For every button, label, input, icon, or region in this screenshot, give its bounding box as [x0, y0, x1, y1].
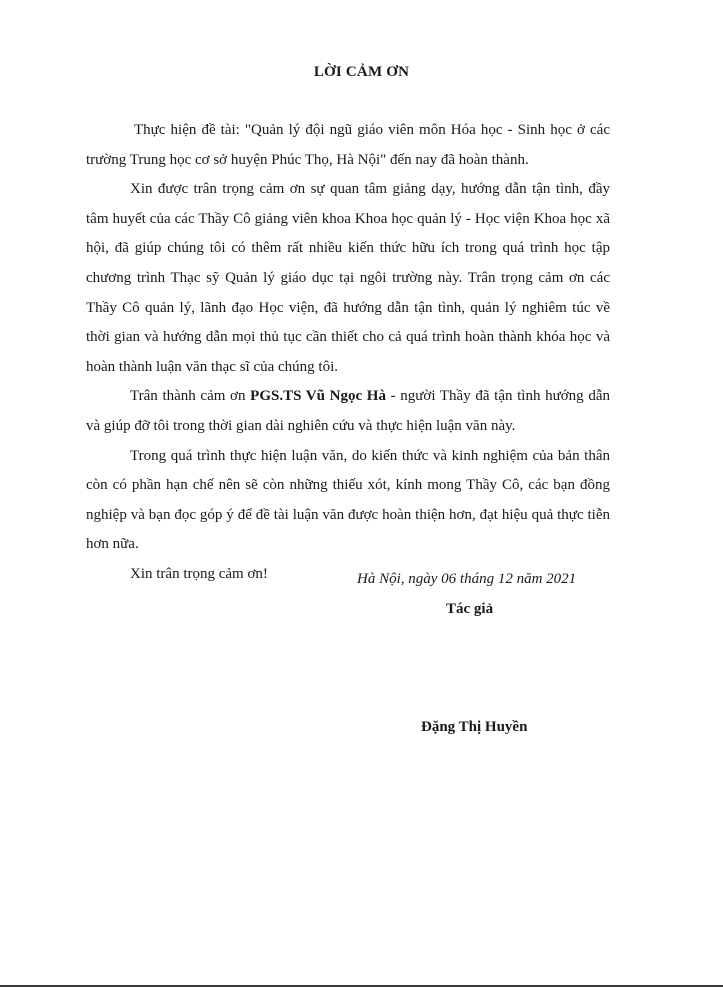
- paragraph-intro: Thực hiện đề tài: "Quản lý đội ngũ giáo viên môn Hóa học - Sinh học ở các trường Trung học cơ sở huyện Phúc Thọ, Hà Nội" đến nay đã hoàn thành.: [86, 122, 610, 168]
- author-name: Đặng Thị Huyền: [421, 719, 528, 735]
- paragraph-limitations: Trong quá trình thực hiện luận văn, do kiến thức và kinh nghiệm của bản thân còn có phần hạn chế nên sẽ còn những thiếu xót, kính mong Thầy Cô, các bạn đồng nghiệp và bạn đọc góp ý để đề tài luận văn được hoàn thiện hơn, đạt hiệu quả thực tiễn hơn nữa.: [86, 447, 610, 553]
- paragraph-gratitude-advisor: [86, 382, 610, 441]
- body-text: [86, 116, 610, 590]
- date-line: Hà Nội, ngày 06 tháng 12 năm 2021: [357, 571, 577, 587]
- closing-line: Xin trân trọng cảm ơn!: [130, 565, 268, 582]
- author-role: Tác giả: [446, 601, 494, 617]
- advisor-name: PGS.TS Vũ Ngọc Hà: [250, 388, 386, 405]
- advisor-text-after: - người Thầy đã tận tình hướng dẫn và giúp đỡ tôi trong thời gian dài nghiên cứu và thực hiện luận văn này.: [86, 388, 610, 434]
- page-title: LỜI CẢM ƠN: [313, 64, 410, 80]
- paragraph-gratitude-faculty: Xin được trân trọng cảm ơn sự quan tâm giảng dạy, hướng dẫn tận tình, đầy tâm huyết của các Thầy Cô giảng viên khoa Khoa học quản lý - Học viện Khoa học xã hội, đã giúp chúng tôi có thêm rất nhiều kiến thức hữu ích trong quá trình học tập chương trình Thạc sỹ Quản lý giáo dục tại ngôi trường này. Trân trọng cảm ơn các Thầy Cô quản lý, lãnh đạo Học viện, đã hướng dẫn tận tình, quản lý nghiêm túc về thời gian và hướng dẫn mọi thủ tục cần thiết cho cả quá trình hoàn thành khóa học và hoàn thành luận văn thạc sĩ của chúng tôi.: [86, 181, 610, 375]
- bottom-divider: [0, 985, 723, 987]
- advisor-text-before: Trân thành cảm ơn: [130, 388, 251, 405]
